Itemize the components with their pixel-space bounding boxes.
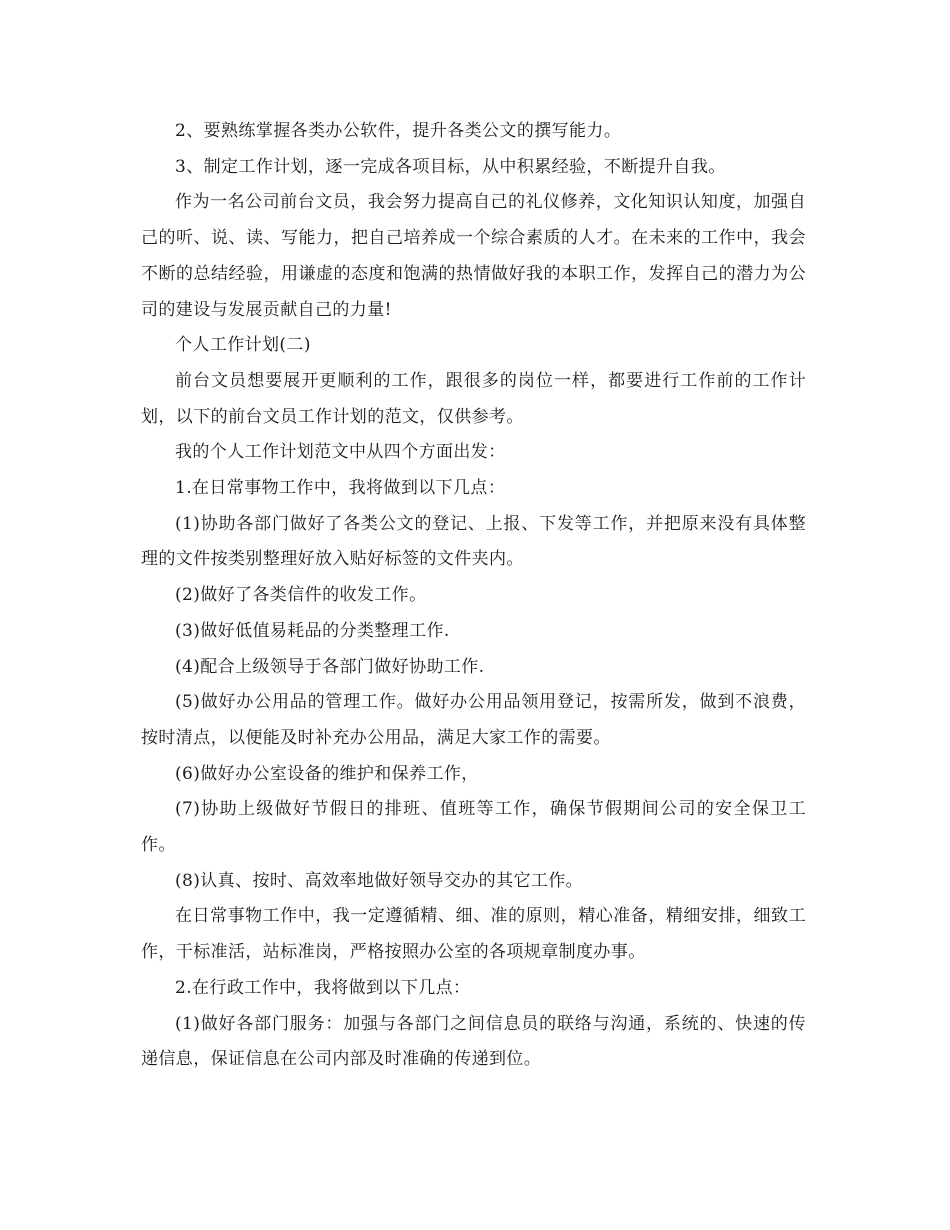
heading-daily-affairs: 1.在日常事物工作中，我将做到以下几点： bbox=[175, 478, 506, 499]
list-item-6: (6)做好办公室设备的维护和保养工作， bbox=[175, 763, 479, 784]
paragraph-front-desk-role: 作为一名公司前台文员，我会努力提高自己的礼仪修养，文化知识认知度，加强自己的听、说、读、写能力，把自己培养成一个综合素质的人才。在未来的工作中，我会不断的总结经验，用谦虚的态度和饱满的热情做好我的本职工作，发挥自己的潜力为公司的建设与发展贡献自己的力量! bbox=[141, 192, 806, 320]
list-item-5: (5)做好办公用品的管理工作。做好办公用品领用登记，按需所发，做到不浪费，按时清点，以便能及时补充办公用品，满足大家工作的需要。 bbox=[141, 692, 806, 748]
list-item-2: (2)做好了各类信件的收发工作。 bbox=[175, 585, 427, 606]
paragraph-item-2: 2、要熟练掌握各类办公软件，提升各类公文的撰写能力。 bbox=[175, 121, 622, 141]
paragraph-daily-principles: 在日常事物工作中，我一定遵循精、细、准的原则，精心准备，精细安排，细致工作，干标准活，站标准岗，严格按照办公室的各项规章制度办事。 bbox=[141, 906, 806, 963]
list-item-1: (1)协助各部门做好了各类公文的登记、上报、下发等工作，并把原来没有具体整理的文件按类别整理好放入贴好标签的文件夹内。 bbox=[141, 513, 806, 570]
paragraph-four-aspects: 我的个人工作计划范文中从四个方面出发： bbox=[175, 442, 506, 463]
paragraph-intro: 前台文员想要展开更顺利的工作，跟很多的岗位一样，都要进行工作前的工作计划，以下的前台文员工作计划的范文，仅供参考。 bbox=[141, 370, 806, 427]
heading-admin-work: 2.在行政工作中，我将做到以下几点： bbox=[175, 977, 471, 998]
list-item-8: (8)认真、按时、高效率地做好领导交办的其它工作。 bbox=[175, 870, 584, 891]
paragraph-item-3: 3、制定工作计划，逐一完成各项目标，从中积累经验，不断提升自我。 bbox=[175, 156, 726, 177]
list-item-admin-1: (1)做好各部门服务：加强与各部门之间信息员的联络与沟通，系统的、快速的传递信息，保证信息在公司内部及时准确的传递到位。 bbox=[141, 1013, 806, 1070]
list-item-4: (4)配合上级领导于各部门做好协助工作. bbox=[175, 656, 485, 677]
list-item-7: (7)协助上级做好节假日的排班、值班等工作，确保节假期间公司的安全保卫工作。 bbox=[141, 799, 806, 856]
section-title-plan-2: 个人工作计划(二) bbox=[175, 335, 311, 356]
document-body bbox=[141, 114, 806, 1078]
list-item-3: (3)做好低值易耗品的分类整理工作. bbox=[175, 620, 450, 641]
